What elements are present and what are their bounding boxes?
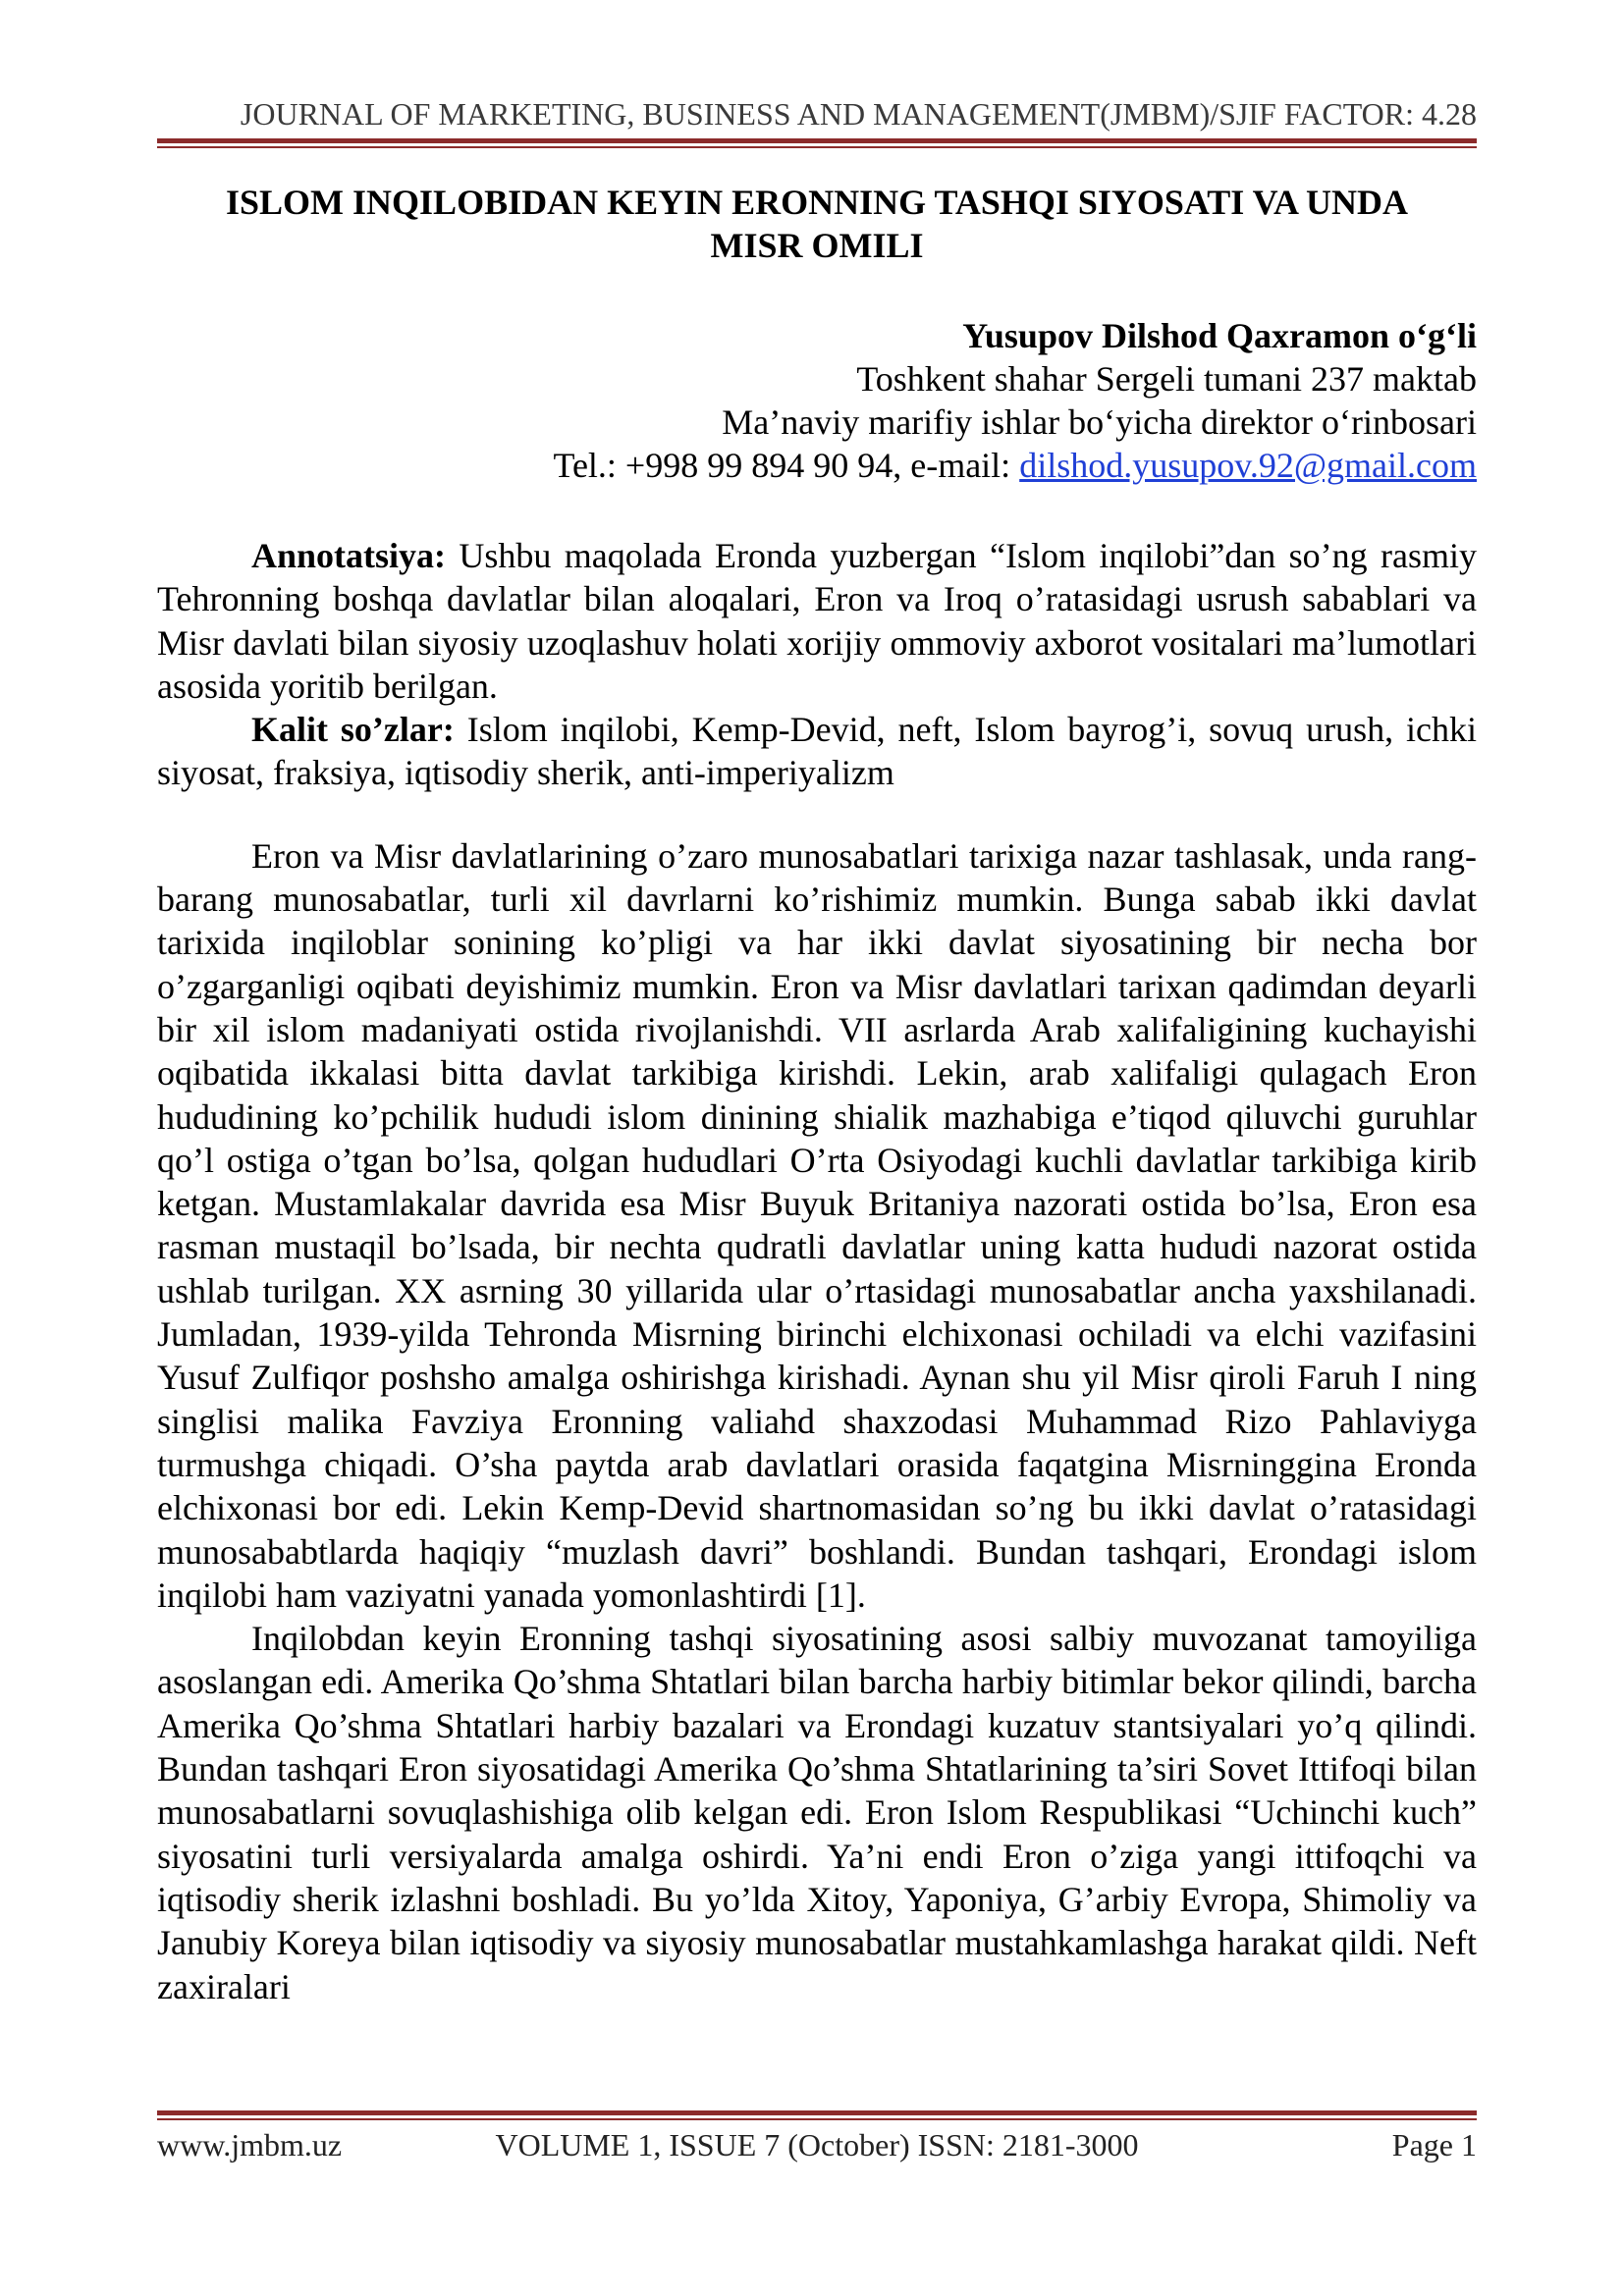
- contact-prefix: Tel.: +998 99 894 90 94, e-mail:: [553, 446, 1020, 485]
- keywords-text: Islom inqilobi, Kemp-Devid, neft, Islom bayrog’i, sovuq urush, ichki siyosat, fraksiya, iqtisodiy sherik, anti-imperiyalizm: [157, 710, 1477, 793]
- article-content: [157, 534, 1477, 2008]
- title-line-1: ISLOM INQILOBIDAN KEYIN ERONNING TASHQI SIYOSATI VA UNDA: [226, 183, 1408, 222]
- body-paragraph-1: Eron va Misr davlatlarining o’zaro munosabatlari tarixiga nazar tashlasak, unda rang-barang munosabatlar, turli xil davrlarni ko’rishimiz mumkin. Bunga sabab ikki davlat tarixida inqiloblar sonining ko’pligi va har ikki davlat siyosatining bir necha bor o’zgarganligi oqibati deyishimiz mumkin. Eron va Misr davlatlari tarixan qadimdan deyarli bir xil islom madaniyati ostida rivojlanishdi. VII asrlarda Arab xalifaligining kuchayishi oqibatida ikkalasi bitta davlat tarkibiga kirishdi. Lekin, arab xalifaligi qulagach Eron hududining ko’pchilik hududi islom dinining shialik mazhabiga e’tiqod qiluvchi guruhlar qo’l ostiga o’tgan bo’lsa, qolgan hududlari O’rta Osiyodagi kuchli davlatlar tarkibiga kirib ketgan. Mustamlakalar davrida esa Misr Buyuk Britaniya nazorati ostida bo’lsa, Eron esa rasman mustaqil bo’lsada, bir nechta qudratli davlatlar uning katta hududi nazorat ostida ushlab turilgan. XX asrning 30 yillarida ular o’rtasidagi munosabatlar ancha yaxshilanadi. Jumladan, 1939-yilda Tehronda Misrning birinchi elchixonasi ochiladi va elchi vazifasini Yusuf Zulfiqor poshsho amalga oshirishga kirishadi. Aynan shu yil Misr qiroli Faruh I ning singlisi malika Favziya Eronning valiahd shaxzodasi Muhammad Rizo Pahlaviyga turmushga chiqadi. O’sha paytda arab davlatlari orasida faqatgina Misrninggina Eronda elchixonasi bor edi. Lekin Kemp-Devid shartnomasidan so’ng bu ikki davlat o’ratasidagi munosababtlarda haqiqiy “muzlash davri” boshlandi. Bundan tashqari, Erondagi islom inqilobi ham vaziyatni yanada yomonlashtirdi [1].: [157, 835, 1477, 1615]
- email-link[interactable]: dilshod.yusupov.92@gmail.com: [1019, 446, 1477, 485]
- author-contact: [157, 444, 1477, 487]
- abstract-text: Ushbu maqolada Eronda yuzbergan “Islom inqilobi”dan so’ng rasmiy Tehronning boshqa davlatlar bilan aloqalari, Eron va Iroq o’ratasidagi usrush sabablari va Misr davlati bilan siyosiy uzoqlashuv holati xorijiy ommoviy axborot vositalari ma’lumotlari asosida yoritib berilgan.: [157, 536, 1477, 706]
- article-title: [157, 181, 1477, 267]
- body-paragraph-2: Inqilobdan keyin Eronning tashqi siyosatining asosi salbiy muvozanat tamoyiliga asoslangan edi. Amerika Qo’shma Shtatlari bilan barcha harbiy bitimlar bekor qilindi, barcha Amerika Qo’shma Shtatlari harbiy bazalari va Erondagi kuzatuv stantsiyalari yo’q qilindi. Bundan tashqari Eron siyosatidagi Amerika Qo’shma Shtatlarining ta’siri Sovet Ittifoqi bilan munosabatlarni sovuqlashishiga olib kelgan edi. Eron Islom Respublikasi “Uchinchi kuch” siyosatini turli versiyalarda amalga oshirdi. Ya’ni endi Eron o’ziga yangi ittifoqchi va iqtisodiy sherik izlashni boshladi. Bu yo’lda Xitoy, Yaponiya, G’arbiy Evropa, Shimoliy va Janubiy Koreya bilan iqtisodiy va siyosiy munosabatlar mustahkamlashga harakat qildi. Neft zaxiralari: [157, 1619, 1477, 2006]
- footer-page-number: Page 1: [1391, 2127, 1477, 2163]
- author-block: [157, 314, 1477, 487]
- keywords-label: Kalit so’zlar:: [251, 710, 455, 750]
- author-position: Ma’naviy marifiy ishlar bo‘yicha direktor o‘rinbosari: [722, 402, 1477, 442]
- keywords-paragraph: [157, 708, 1477, 795]
- abstract-paragraph: [157, 534, 1477, 708]
- journal-header: JOURNAL OF MARKETING, BUSINESS AND MANAGEMENT(JMBM)/SJIF FACTOR: 4.28: [240, 96, 1477, 132]
- footer-website: www.jmbm.uz: [157, 2127, 343, 2163]
- header-rule: [157, 138, 1477, 148]
- footer-volume: VOLUME 1, ISSUE 7 (October) ISSN: 2181-3000: [495, 2127, 1139, 2163]
- abstract-label: Annotatsiya:: [251, 536, 447, 575]
- author-affiliation: Toshkent shahar Sergeli tumani 237 maktab: [856, 359, 1477, 399]
- footer-rule: [157, 2110, 1477, 2120]
- author-name: Yusupov Dilshod Qaxramon o‘g‘li: [962, 316, 1477, 355]
- title-line-2: MISR OMILI: [710, 226, 924, 265]
